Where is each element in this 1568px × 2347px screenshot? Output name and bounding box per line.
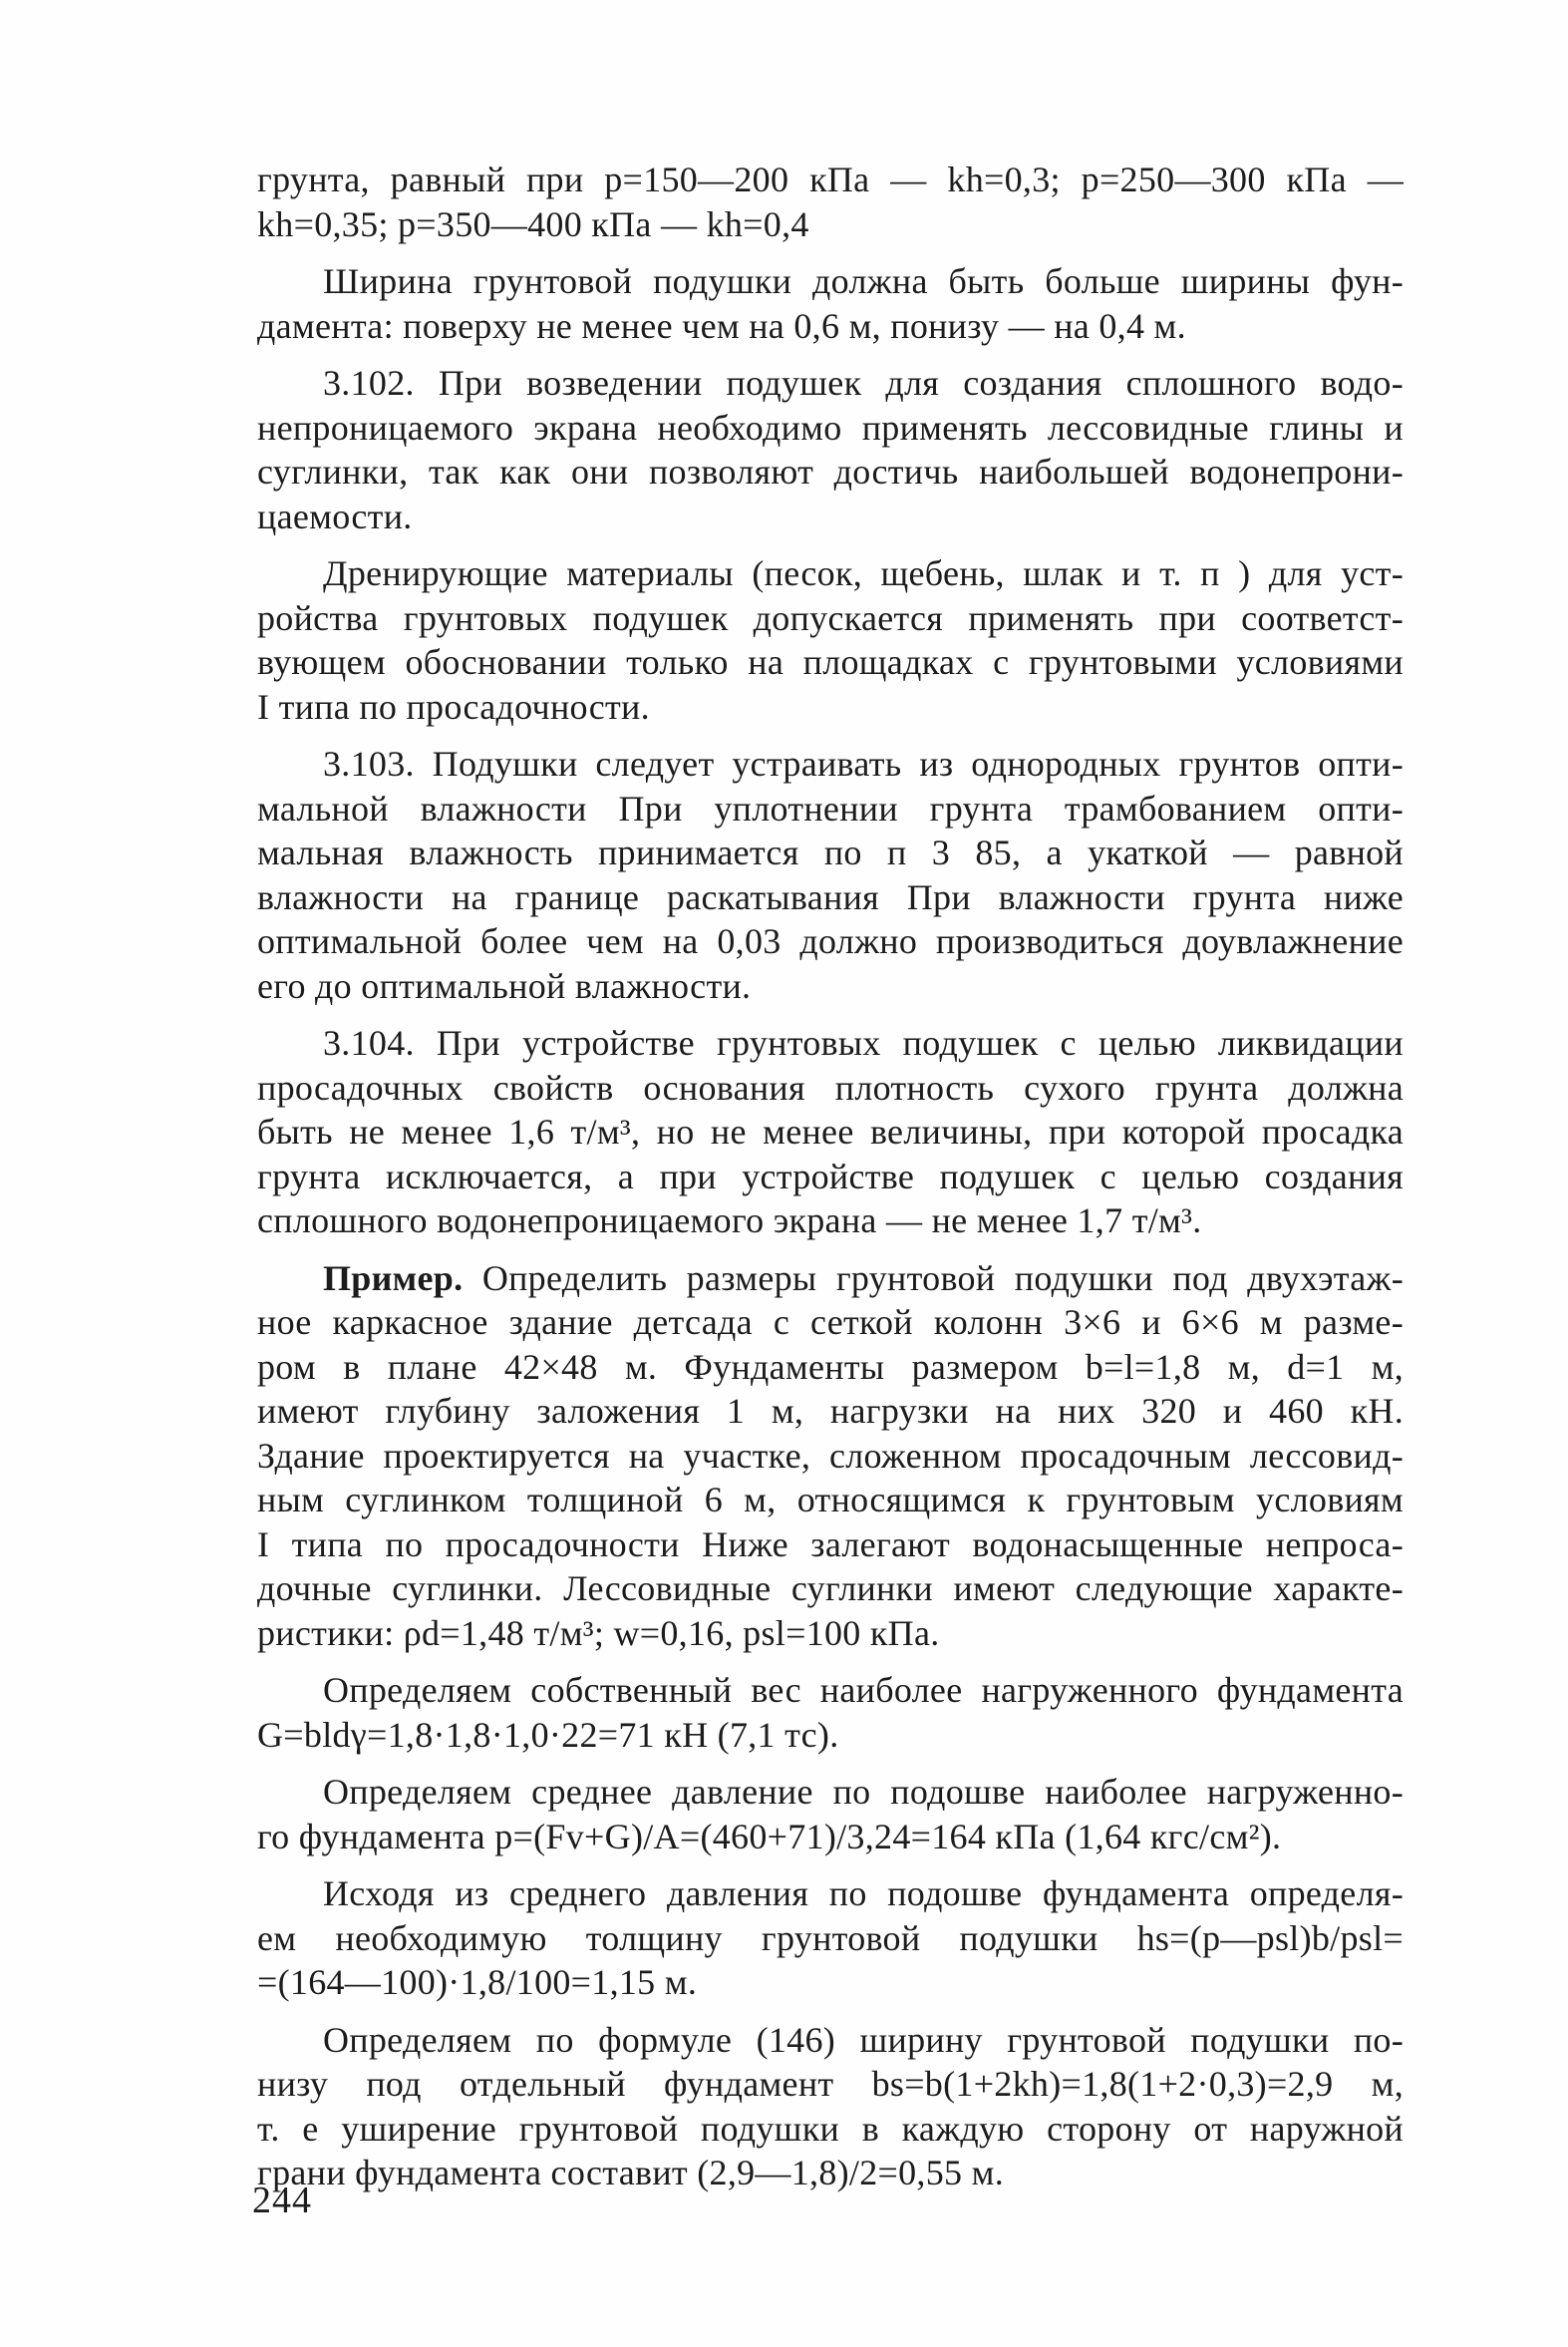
text-line: ем необходимую толщину грунтовой подушки hs=(p—psl)b/psl= — [257, 1917, 1404, 1958]
text-line: го фундамента p=(Fv+G)/A=(460+71)/3,24=164 кПа (1,64 кгс/см²). — [257, 1816, 1282, 1856]
text-line: I типа по просадочности Ниже залегают водонасыщенные непроса- — [257, 1523, 1404, 1564]
text-line: оптимальной более чем на 0,03 должно производиться доувлажнение — [257, 921, 1404, 961]
example-first-line: Определить размеры грунтовой подушки под двухэтаж- — [463, 1257, 1404, 1298]
paragraph-draining-materials — [257, 551, 1404, 729]
text-line: вующем обосновании только на площадках с грунтовыми условиями — [257, 642, 1404, 682]
text-line: низу под отдельный фундамент bs=b(1+2kh)=1,8(1+2·0,3)=2,9 м, — [257, 2064, 1404, 2104]
text-line: имеют глубину заложения 1 м, нагрузки на них 320 и 460 кН. — [257, 1391, 1404, 1431]
text-line: 3.103. Подушки следует устраивать из однородных грунтов опти- — [323, 744, 1404, 784]
text-line: Определяем среднее давление по подошве наиболее нагруженно- — [323, 1772, 1404, 1812]
paragraph-self-weight — [257, 1668, 1404, 1757]
text-line: влажности на границе раскатывания При влажности грунта ниже — [257, 876, 1404, 917]
text-line: Исходя из среднего давления по подошве фундамента определя- — [323, 1873, 1404, 1913]
page-number: 244 — [252, 2179, 312, 2221]
paragraph-example — [257, 1256, 1404, 1656]
paragraph-3-102 — [257, 361, 1404, 538]
text-line: I типа по просадочности. — [257, 686, 650, 727]
text-line: ройства грунтовых подушек допускается применять при соответст- — [257, 597, 1404, 638]
text-line: грунта, равный при p=150—200 кПа — kh=0,3; p=250—300 кПа — — [257, 160, 1404, 199]
text-line: мальной влажности При уплотнении грунта трамбованием опти- — [257, 788, 1404, 829]
text-line: сплошного водонепроницаемого экрана — не менее 1,7 т/м³. — [257, 1200, 1202, 1240]
text-line: суглинки, так как они позволяют достичь наибольшей водонепрони- — [257, 452, 1404, 492]
text-line: грани фундамента составит (2,9—1,8)/2=0,55 м. — [257, 2153, 1005, 2192]
paragraph-mean-pressure — [257, 1770, 1404, 1858]
text-line: быть не менее 1,6 т/м³, но не менее величины, при которой просадка — [257, 1112, 1404, 1152]
text-line: Дренирующие материалы (песок, щебень, шлак и т. п ) для уст- — [323, 553, 1404, 593]
text-line: G=bldγ=1,8·1,8·1,0·22=71 кН (7,1 тс). — [257, 1714, 839, 1755]
text-line: дочные суглинки. Лессовидные суглинки имеют следующие характе- — [257, 1568, 1404, 1608]
text-line: Определяем по формуле (146) ширину грунтовой подушки по- — [323, 2019, 1404, 2060]
text-line: ным суглинком толщиной 6 м, относящимся к грунтовым условиям — [257, 1480, 1404, 1519]
text-line: ристики: ρd=1,48 т/м³; w=0,16, psl=100 кПа. — [257, 1612, 940, 1653]
text-line: дамента: поверху не менее чем на 0,6 м, понизу — на 0,4 м. — [257, 305, 1186, 346]
text-line: 3.104. При устройстве грунтовых подушек с целью ликвидации — [323, 1023, 1404, 1063]
text-line: Здание проектируется на участке, сложенном просадочным лессовид- — [257, 1435, 1404, 1476]
paragraph-kh-values — [257, 158, 1404, 246]
text-line: Ширина грунтовой подушки должна быть больше ширины фун- — [323, 261, 1404, 301]
text-line: непроницаемого экрана необходимо применять лессовидные глины и — [257, 407, 1404, 448]
example-lead: Пример. — [323, 1257, 464, 1298]
page-body — [257, 158, 1404, 2208]
text-line: ром в плане 42×48 м. Фундаменты размером b=l=1,8 м, d=1 м, — [257, 1346, 1404, 1387]
text-line: kh=0,35; p=350—400 кПа — kh=0,4 — [257, 203, 809, 244]
text-line: его до оптимальной влажности. — [257, 965, 752, 1006]
paragraph-3-103 — [257, 742, 1404, 1008]
text-line: цаемости. — [257, 496, 413, 536]
text-line: 3.102. При возведении подушек для создания сплошного водо- — [323, 363, 1404, 403]
paragraph-cushion-thickness — [257, 1871, 1404, 2005]
text-line: ное каркасное здание детсада с сеткой колонн 3×6 и 6×6 м разме- — [257, 1302, 1404, 1342]
text-line — [257, 1256, 1404, 1301]
paragraph-bottom-width — [257, 2018, 1404, 2195]
text-line: мальная влажность принимается по п 3 85, а укаткой — равной — [257, 833, 1404, 872]
text-line: просадочных свойств основания плотность сухого грунта должна — [257, 1067, 1404, 1108]
text-line: т. е уширение грунтовой подушки в каждую сторону от наружной — [257, 2108, 1404, 2149]
text-line: Определяем собственный вес наиболее нагруженного фундамента — [323, 1670, 1404, 1710]
text-line: =(164—100)·1,8/100=1,15 м. — [257, 1962, 698, 2002]
text-line: грунта исключается, а при устройстве подушек с целью создания — [257, 1156, 1404, 1196]
paragraph-cushion-width — [257, 259, 1404, 348]
paragraph-3-104 — [257, 1021, 1404, 1243]
